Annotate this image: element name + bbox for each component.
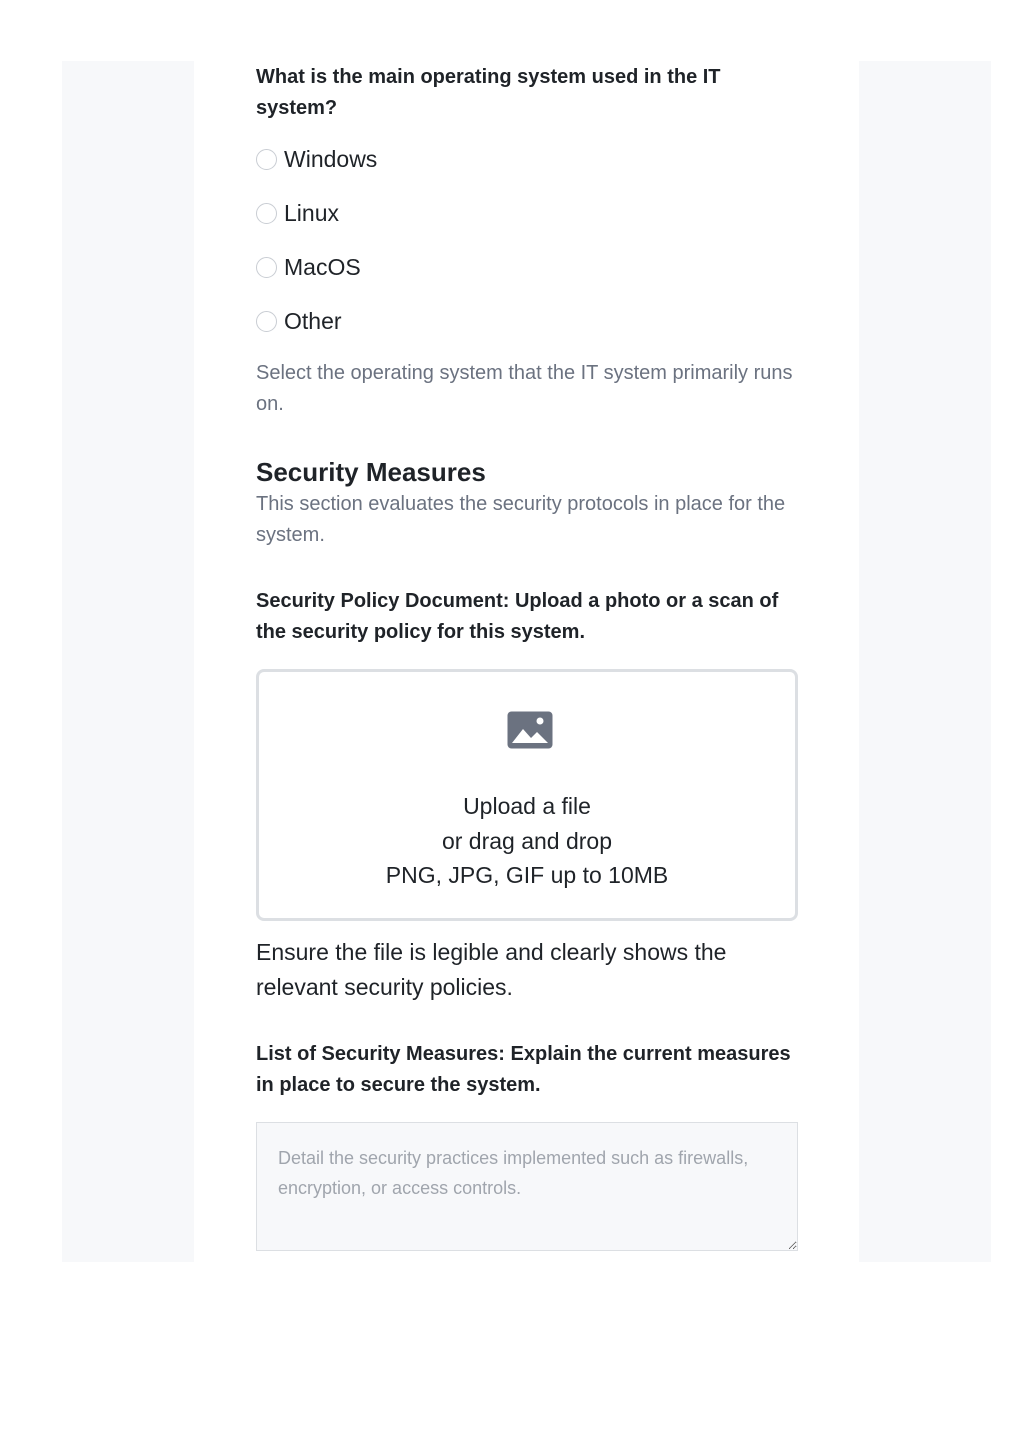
os-option-label: Windows	[284, 145, 378, 172]
os-option-windows[interactable]	[256, 132, 798, 186]
drag-drop-text: or drag and drop	[441, 827, 613, 854]
file-dropzone[interactable]	[256, 669, 798, 921]
os-option-label: Linux	[284, 199, 339, 226]
radio-other[interactable]	[256, 311, 277, 332]
os-option-label: MacOS	[284, 253, 361, 280]
os-option-label: Other	[284, 307, 342, 334]
upload-file-link[interactable]: Upload a file	[463, 793, 591, 819]
image-icon	[506, 710, 554, 750]
os-option-other[interactable]	[256, 294, 798, 348]
security-measures-field	[256, 1122, 798, 1251]
security-measures-textarea[interactable]	[256, 1122, 798, 1251]
os-option-macos[interactable]	[256, 240, 798, 294]
os-options	[256, 132, 798, 348]
os-option-linux[interactable]	[256, 186, 798, 240]
upload-help-text: Ensure the file is legible and clearly shows the relevant security policies.	[256, 939, 727, 1000]
policy-document-label: Security Policy Document: Upload a photo or a scan of the security policy for this system.	[256, 590, 779, 643]
security-measures-label: List of Security Measures: Explain the current measures in place to secure the system.	[256, 1043, 791, 1096]
os-question-hint: Select the operating system that the IT system primarily runs on.	[256, 362, 793, 415]
file-type-limits: PNG, JPG, GIF up to 10MB	[385, 862, 669, 888]
section-title: Security Measures	[256, 457, 486, 487]
os-question-group	[256, 61, 798, 420]
os-question-label: What is the main operating system used in the IT system?	[256, 66, 721, 119]
upload-text	[259, 789, 795, 893]
section-description: This section evaluates the security protocols in place for the system.	[256, 493, 786, 546]
radio-linux[interactable]	[256, 203, 277, 224]
radio-windows[interactable]	[256, 149, 277, 170]
radio-macos[interactable]	[256, 257, 277, 278]
form-content	[256, 61, 798, 1251]
